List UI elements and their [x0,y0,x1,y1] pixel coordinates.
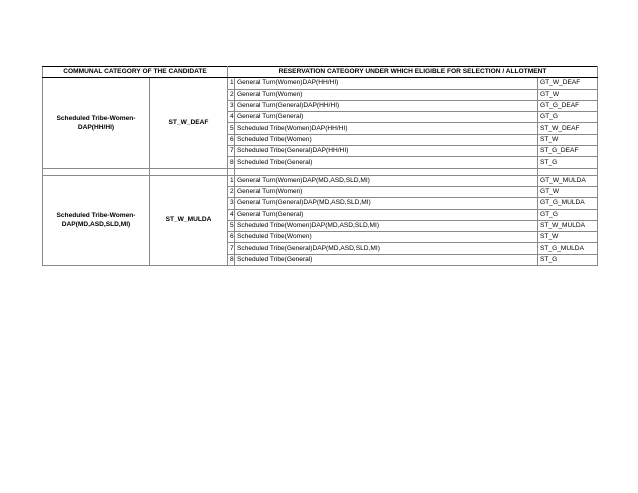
row-description: Scheduled Tribe(Women)DAP(MD,ASD,SLD,MI) [235,220,538,231]
row-description: Scheduled Tribe(General) [235,157,538,168]
table-row [43,175,598,186]
row-code: ST_G [538,254,598,265]
row-code: GT_W [538,89,598,100]
row-code: ST_W_DEAF [538,123,598,134]
row-number: 3 [228,100,235,111]
spacer-row [43,168,598,175]
row-code: ST_G_MULDA [538,243,598,254]
row-number: 6 [228,134,235,145]
communal-code-cell: ST_W_DEAF [150,78,228,168]
row-number: 4 [228,112,235,123]
row-code: GT_G_DEAF [538,100,598,111]
row-number: 8 [228,157,235,168]
row-number: 3 [228,198,235,209]
row-description: General Turn(Women)DAP(HH/HI) [235,78,538,89]
row-code: ST_W [538,232,598,243]
row-description: Scheduled Tribe(General)DAP(HH/HI) [235,146,538,157]
spacer-cell [43,168,150,175]
row-description: General Turn(General) [235,112,538,123]
row-code: GT_W [538,186,598,197]
row-code: ST_W_MULDA [538,220,598,231]
row-code: GT_G [538,209,598,220]
row-code: ST_G_DEAF [538,146,598,157]
row-description: General Turn(General)DAP(MD,ASD,SLD,MI) [235,198,538,209]
communal-code-cell: ST_W_MULDA [150,175,228,265]
row-number: 1 [228,175,235,186]
table-row [43,78,598,89]
row-number: 1 [228,78,235,89]
row-code: GT_W_MULDA [538,175,598,186]
row-description: Scheduled Tribe(Women) [235,134,538,145]
reservation-category-header: RESERVATION CATEGORY UNDER WHICH ELIGIBLE FOR SELECTION / ALLOTMENT [228,67,598,78]
communal-category-header: COMMUNAL CATEGORY OF THE CANDIDATE [43,67,228,78]
row-number: 2 [228,89,235,100]
row-number: 7 [228,146,235,157]
row-number: 5 [228,123,235,134]
row-code: GT_W_DEAF [538,78,598,89]
row-code: GT_G_MULDA [538,198,598,209]
row-description: General Turn(Women) [235,186,538,197]
communal-category-cell: Scheduled Tribe-Women-DAP(HH/HI) [43,78,150,168]
row-number: 8 [228,254,235,265]
row-description: Scheduled Tribe(Women)DAP(HH/HI) [235,123,538,134]
row-description: General Turn(General) [235,209,538,220]
row-number: 6 [228,232,235,243]
spacer-cell [150,168,228,175]
row-description: Scheduled Tribe(General)DAP(MD,ASD,SLD,MI) [235,243,538,254]
spacer-cell [228,168,235,175]
row-code: ST_W [538,134,598,145]
header-row [43,67,598,78]
row-number: 4 [228,209,235,220]
spacer-cell [538,168,598,175]
row-description: General Turn(Women) [235,89,538,100]
row-number: 2 [228,186,235,197]
row-number: 7 [228,243,235,254]
row-code: ST_G [538,157,598,168]
row-code: GT_G [538,112,598,123]
reservation-table [42,66,598,266]
row-description: General Turn(General)DAP(HH/HI) [235,100,538,111]
row-number: 5 [228,220,235,231]
row-description: Scheduled Tribe(General) [235,254,538,265]
row-description: Scheduled Tribe(Women) [235,232,538,243]
communal-category-cell: Scheduled Tribe-Women-DAP(MD,ASD,SLD,MI) [43,175,150,265]
row-description: General Turn(Women)DAP(MD,ASD,SLD,MI) [235,175,538,186]
spacer-cell [235,168,538,175]
